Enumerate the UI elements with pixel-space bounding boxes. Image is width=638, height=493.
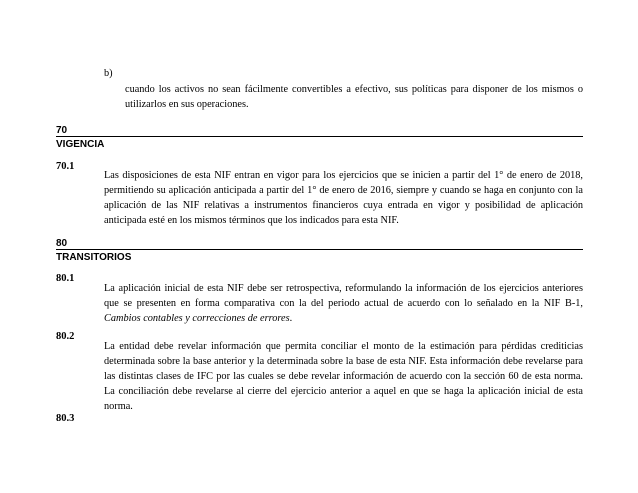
- para-70-1-text: Las disposiciones de esta NIF entran en vigor para los ejercicios que se inicien a partir del 1° de enero de 2018, permitiendo su aplicación anticipada a partir del 1° de enero de 2016, siempre y cuando se haga en conjunto con la aplicación de las NIF relativas a instrumentos financieros cuya entrada en vigor y posibilidad de aplicación anticipada esté en los mismos términos que los indicados para esta NIF.: [104, 170, 583, 226]
- para-70-1-number: 70.1: [56, 161, 75, 172]
- section-80-divider: [56, 249, 583, 250]
- item-b-text: cuando los activos no sean fácilmente convertibles a efectivo, sus políticas para disponer de los mismos o utilizarlos en sus operaciones.: [125, 84, 583, 110]
- section-80-number: 80: [56, 238, 68, 249]
- section-70-number: 70: [56, 125, 68, 136]
- para-80-3-number: 80.3: [56, 413, 75, 424]
- para-80-2-text: La entidad debe revelar información que permita conciliar el monto de la estimación para pérdidas crediticias determinada sobre la base anterior y la determinada sobre la base de esta NIF. Esta información debe revelarse para las distintas clases de IFC por las cuales se debe revelar información de acuerdo con la sección 60 de esta norma. La conciliación debe revelarse al cierre del ejercicio anterior a aquel en que se haga la aplicación inicial de esta norma.: [104, 341, 583, 412]
- para-80-1-number: 80.1: [56, 273, 75, 284]
- para-80-2-number: 80.2: [56, 331, 75, 342]
- para-80-1-text: [104, 281, 583, 326]
- para-80-1-text-main: La aplicación inicial de esta NIF debe ser retrospectiva, reformulando la información de los ejercicios anteriores que se presenten en forma comparativa con la del periodo actual de acuerdo con lo señalado en la NIF B-1,: [104, 283, 583, 309]
- section-70-title: VIGENCIA: [56, 139, 105, 150]
- item-b-label: b): [104, 68, 113, 79]
- section-80-title: TRANSITORIOS: [56, 252, 132, 263]
- para-80-1-reference: Cambios contables y correcciones de errores: [104, 313, 290, 324]
- section-70-divider: [56, 136, 583, 137]
- para-80-1-text-end: .: [289, 313, 293, 324]
